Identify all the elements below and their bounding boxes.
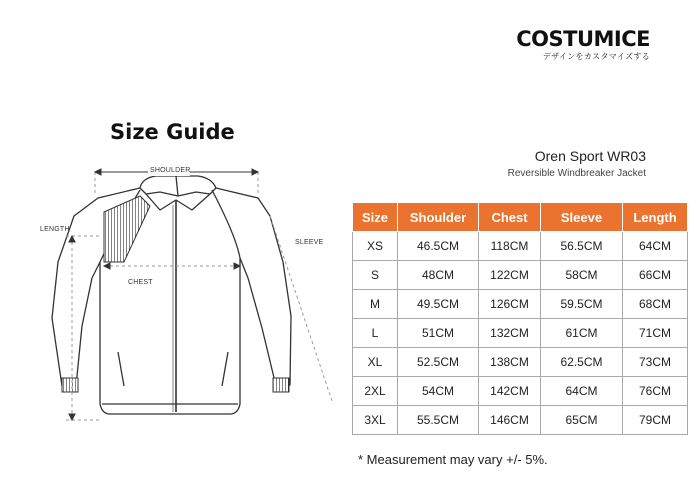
chest-label: CHEST [128,279,153,286]
cell-chest: 146CM [479,406,541,435]
header-shoulder: Shoulder [398,203,479,232]
brand-logo [516,28,650,62]
cell-shoulder: 54CM [398,377,479,406]
sleeve-label: SLEEVE [295,239,324,246]
cell-chest: 122CM [479,261,541,290]
table-header-row [353,203,688,232]
cell-length: 79CM [623,406,688,435]
cell-size: XS [353,232,398,261]
table-row [353,348,688,377]
cell-size: XL [353,348,398,377]
cell-chest: 126CM [479,290,541,319]
cell-size: S [353,261,398,290]
size-table [352,202,688,435]
product-subtitle: Reversible Windbreaker Jacket [507,168,646,179]
measurement-note: * Measurement may vary +/- 5%. [358,452,548,467]
cell-sleeve: 64CM [541,377,623,406]
header-size: Size [353,203,398,232]
cell-length: 64CM [623,232,688,261]
table-row [353,232,688,261]
page-title: Size Guide [110,120,235,144]
cell-sleeve: 58CM [541,261,623,290]
table-row [353,319,688,348]
cell-chest: 132CM [479,319,541,348]
cell-sleeve: 65CM [541,406,623,435]
cell-length: 71CM [623,319,688,348]
cell-size: M [353,290,398,319]
table-row [353,290,688,319]
table-row [353,377,688,406]
cell-length: 68CM [623,290,688,319]
cell-size: L [353,319,398,348]
cell-length: 73CM [623,348,688,377]
cell-length: 76CM [623,377,688,406]
cell-size: 3XL [353,406,398,435]
product-info [508,148,646,179]
cell-chest: 142CM [479,377,541,406]
table-row [353,261,688,290]
brand-tagline: デザインをカスタマイズする [542,52,650,61]
shoulder-label: SHOULDER [150,167,191,174]
cell-sleeve: 59.5CM [541,290,623,319]
header-length: Length [623,203,688,232]
cell-shoulder: 48CM [398,261,479,290]
cell-shoulder: 49.5CM [398,290,479,319]
cell-length: 66CM [623,261,688,290]
cell-size: 2XL [353,377,398,406]
cell-sleeve: 61CM [541,319,623,348]
cell-shoulder: 52.5CM [398,348,479,377]
table-row [353,406,688,435]
cell-chest: 138CM [479,348,541,377]
cell-shoulder: 46.5CM [398,232,479,261]
cell-shoulder: 55.5CM [398,406,479,435]
cell-sleeve: 56.5CM [541,232,623,261]
length-label: LENGTH [40,226,70,233]
cell-shoulder: 51CM [398,319,479,348]
cell-chest: 118CM [479,232,541,261]
header-sleeve: Sleeve [541,203,623,232]
cell-sleeve: 62.5CM [541,348,623,377]
header-chest: Chest [479,203,541,232]
brand-name: COSTUMICE [516,27,650,51]
product-name: Oren Sport WR03 [534,148,646,164]
